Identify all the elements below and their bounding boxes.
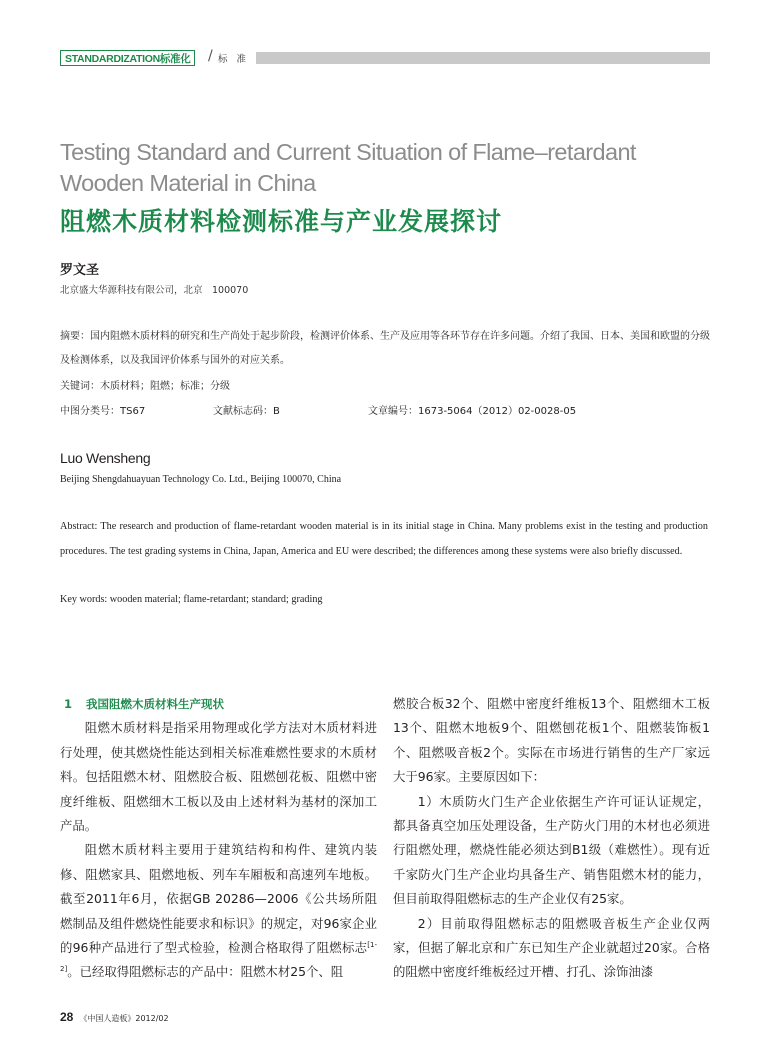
classification-number: 中图分类号：TS67 (60, 406, 146, 417)
abstract-english: Abstract: The research and production of flame-retardant wooden material is in its initial stage in China. Many problems exist in the testing and production procedures. The test grading systems in China, Japan, America and EU were described; the differences among these systems were also briefly discussed. (60, 521, 708, 557)
running-header (60, 50, 710, 66)
affiliation-english: Beijing Shengdahuayuan Technology Co. Ltd., Beijing 100070, China (60, 474, 342, 485)
author-chinese: 罗文圣 (60, 263, 100, 278)
citation-ref: [1-2] (60, 940, 377, 974)
affiliation-chinese: 北京盛大华源科技有限公司，北京 100070 (60, 285, 249, 296)
title-english: Testing Standard and Current Situation of Flame–retardant Wooden Material in China (60, 139, 636, 196)
body-paragraph: 阻燃木质材料是指采用物理或化学方法对木质材料进行处理，使其燃烧性能达到相关标准难燃性要求的木质材料。包括阻燃木材、阻燃胶合板、阻燃刨花板、阻燃中密度纤维板、阻燃细木工板以及由上述材料为基材的深加工产品。 (60, 720, 377, 834)
body-paragraph: 1）木质防火门生产企业依据生产许可证认证规定，都具备真空加压处理设备，生产防火门用的木材也必须进行阻燃处理，燃烧性能必须达到B1级（难燃性）。现有近千家防火门生产企业均具备生产、销售阻燃木材的能力，但目前取得阻燃标志的生产企业仅有25家。 (393, 793, 710, 907)
keywords-chinese: 关键词：木质材料；阻燃；标准；分级 (60, 381, 230, 392)
body-paragraph (60, 838, 377, 984)
body-text: 阻燃木质材料主要用于建筑结构和构件、建筑内装修、阻燃家具、阻燃地板、列车车厢板和高速列车地板。截至2011年6月，依据GB 20286—2006《公共场所阻燃制品及组件燃烧性能要求和标识》的规定，对96家企业的96种产品进行了型式检验，检测合格取得了阻燃标志 (60, 842, 377, 956)
body-text: 。已经取得阻燃标志的产品中：阻燃木材25个、阻 (67, 964, 344, 980)
article-number: 文章编号：1673-5064（2012）02-0028-05 (368, 406, 577, 417)
body-paragraph: 2）目前取得阻燃标志的阻燃吸音板生产企业仅两家，但据了解北京和广东已知生产企业就超过20家。合格的阻燃中密度纤维板经过开槽、打孔、涂饰油漆 (393, 915, 710, 980)
section-number: 1 (64, 697, 73, 711)
header-rule (256, 52, 710, 64)
section-title: 我国阻燃木质材料生产现状 (86, 697, 225, 711)
header-slash: / (208, 48, 213, 64)
journal-footer-label: 《中国人造板》2012/02 (79, 1014, 169, 1023)
journal-section-tag: STANDARDIZATION标准化 (60, 50, 195, 66)
page-number: 28 (60, 1010, 74, 1024)
section-heading (60, 692, 377, 716)
title-chinese: 阻燃木质材料检测标准与产业发展探讨 (60, 207, 503, 236)
body-column-right (393, 692, 710, 985)
abstract-chinese: 摘要：国内阻燃木质材料的研究和生产尚处于起步阶段，检测评价体系、生产及应用等各环节存在许多问题。介绍了我国、日本、美国和欧盟的分级及检测体系，以及我国评价体系与国外的对应关系。 (60, 331, 710, 366)
body-paragraph-continued: 燃胶合板32个、阻燃中密度纤维板13个、阻燃细木工板13个、阻燃木地板9个、阻燃刨花板1个、阻燃装饰板1个、阻燃吸音板2个。实际在市场进行销售的生产厂家远大于96家。主要原因如下： (393, 696, 710, 785)
header-section-label: 标 准 (218, 54, 250, 65)
keywords-english: Key words: wooden material; flame-retardant; standard; grading (60, 594, 323, 605)
page-footer (60, 1010, 169, 1024)
document-code: 文献标志码：B (213, 406, 280, 417)
body-column-left (60, 692, 377, 985)
author-english: Luo Wensheng (60, 450, 151, 466)
